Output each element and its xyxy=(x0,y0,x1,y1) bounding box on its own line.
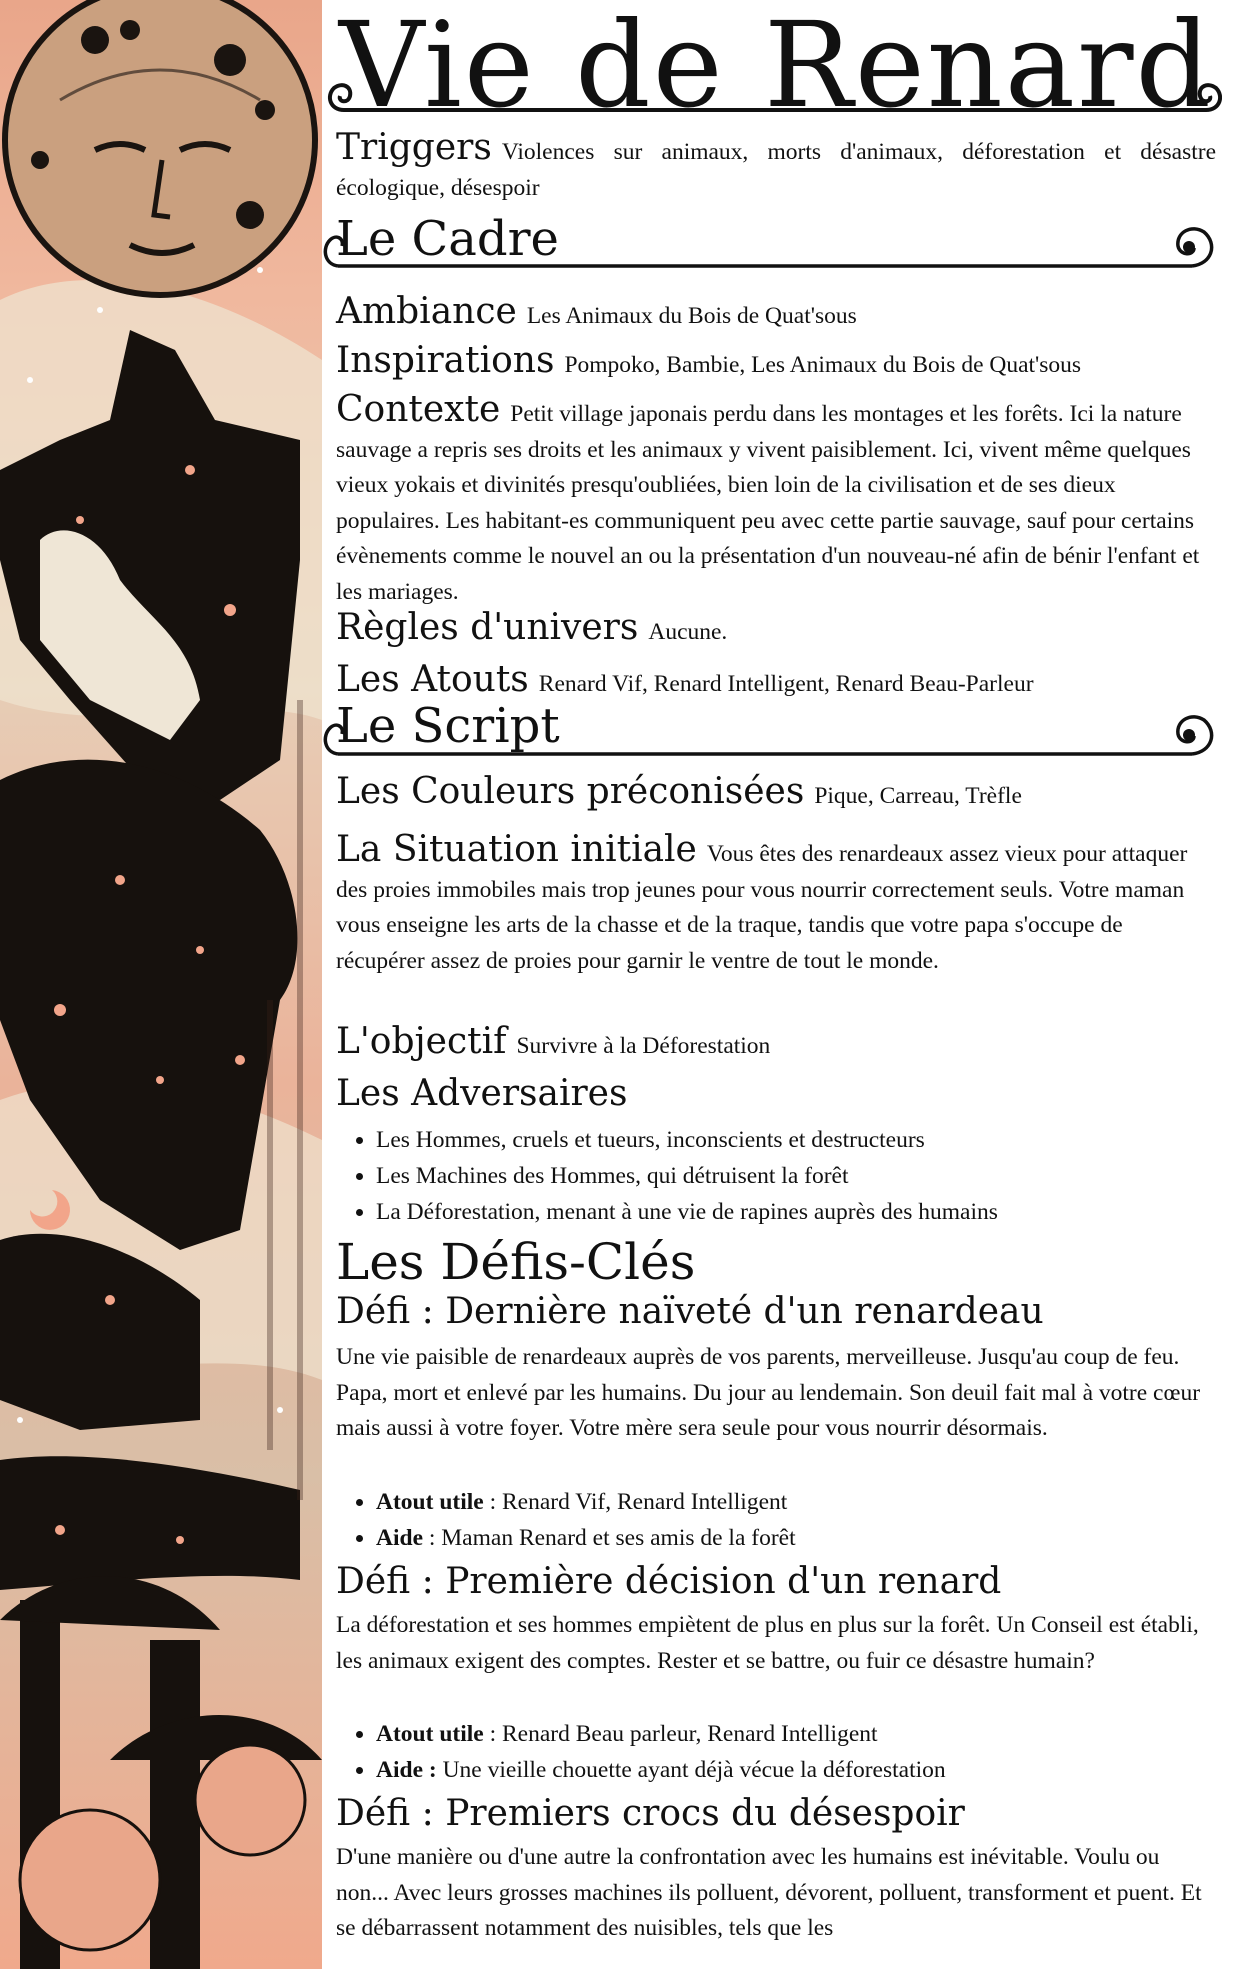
defi-1-list xyxy=(336,1484,1216,1556)
moon-face-icon xyxy=(5,0,315,295)
situation-label: La Situation initiale xyxy=(336,829,697,870)
defis-heading: Les Défis-Clés xyxy=(336,1233,696,1291)
defi-2-text: La déforestation et ses hommes empiètent de plus en plus sur la forêt. Un Conseil est établi, les animaux exigent des comptes. Rester et se battre, ou fuir ce désastre humain? xyxy=(336,1612,1199,1674)
contexte-label: Contexte xyxy=(336,389,501,430)
list-item xyxy=(376,1716,1216,1752)
aide-label: Aide xyxy=(376,1525,423,1551)
defi-2-title: Défi : Première décision d'un renard xyxy=(336,1561,1002,1602)
section-heading-script: Le Script xyxy=(336,698,560,754)
defi-3-title: Défi : Premiers crocs du désespoir xyxy=(336,1793,965,1834)
ambiance-label: Ambiance xyxy=(336,291,517,332)
aide-text: : Maman Renard et ses amis de la forêt xyxy=(423,1525,796,1551)
list-item xyxy=(376,1520,1216,1556)
defi-2-list xyxy=(336,1716,1216,1788)
atout-text: : Renard Vif, Renard Intelligent xyxy=(483,1489,788,1515)
aide-label: Aide : xyxy=(376,1757,437,1783)
contexte-text: Petit village japonais perdu dans les montages et les forêts. Ici la nature sauvage a repris ses droits et les animaux y vivent paisiblement. Ici, vivent même quelques vieux yokais et divinités presqu'oubliées, bien loin de la civilisation et de ses dieux populaires. Les habitant-es communiquent peu avec cette partie sauvage, sauf pour certains évènements comme le nouvel an ou la présentation d'un nouveau-né afin de bénir l'enfant et les mariages. xyxy=(336,401,1200,605)
couleurs-paragraph xyxy=(336,772,1216,815)
list-item: • La Déforestation, menant à une vie de rapines auprès des humains xyxy=(376,1194,1216,1230)
atout-label: Atout utile xyxy=(376,1489,484,1515)
aide-text: Une vieille chouette ayant déjà vécue la déforestation xyxy=(436,1757,946,1783)
atout-label: Atout utile xyxy=(376,1721,484,1747)
contexte-paragraph xyxy=(336,390,1216,610)
triggers-paragraph xyxy=(336,128,1216,206)
objectif-paragraph xyxy=(336,1022,1216,1065)
situation-paragraph xyxy=(336,830,1216,979)
list-item xyxy=(376,1752,1216,1788)
page-title: Vie de Renard xyxy=(338,0,1214,134)
regles-paragraph xyxy=(336,608,1216,651)
situation-text: Vous êtes des renardeaux assez vieux pour attaquer des proies immobiles mais trop jeunes pour vous nourrir correctement seuls. Votre maman vous enseigne les arts de la chasse et de la traque, tandis que votre papa s'occupe de récupérer assez de proies pour garnir le ventre de tout le monde. xyxy=(336,841,1188,974)
regles-label: Règles d'univers xyxy=(336,607,639,648)
atouts-label: Les Atouts xyxy=(336,659,529,700)
title-underline-ornament xyxy=(322,66,1222,130)
defi-1-title: Défi : Dernière naïveté d'un renardeau xyxy=(336,1291,1044,1332)
night-animals-illustration xyxy=(0,0,322,1969)
section-heading-cadre: Le Cadre xyxy=(336,211,559,267)
ambiance-text: Les Animaux du Bois de Quat'sous xyxy=(526,303,857,329)
couleurs-label: Les Couleurs préconisées xyxy=(336,771,805,812)
adversaires-list xyxy=(336,1122,1216,1230)
cadre-heading-ornament xyxy=(322,218,1222,278)
objectif-text: Survivre à la Déforestation xyxy=(516,1033,771,1059)
list-item: • Les Hommes, cruels et tueurs, inconscients et destructeurs xyxy=(376,1122,1216,1158)
inspirations-text: Pompoko, Bambie, Les Animaux du Bois de Quat'sous xyxy=(564,352,1082,378)
objectif-label: L'objectif xyxy=(336,1021,507,1062)
adversaires-heading: Les Adversaires xyxy=(336,1073,628,1114)
script-heading-ornament xyxy=(322,706,1222,766)
atouts-paragraph xyxy=(336,660,1216,703)
inspirations-label: Inspirations xyxy=(336,340,555,381)
atouts-text: Renard Vif, Renard Intelligent, Renard Beau-Parleur xyxy=(538,671,1034,697)
triggers-label: Triggers xyxy=(336,127,492,168)
couleurs-text: Pique, Carreau, Trèfle xyxy=(814,783,1022,809)
regles-text: Aucune. xyxy=(648,619,728,645)
side-illustration xyxy=(0,0,322,1969)
atout-text: : Renard Beau parleur, Renard Intelligent xyxy=(483,1721,878,1747)
list-item xyxy=(376,1484,1216,1520)
ambiance-paragraph xyxy=(336,292,1216,335)
inspirations-paragraph xyxy=(336,341,1216,384)
defi-3-text: D'une manière ou d'une autre la confrontation avec les humains est inévitable. Voulu ou non... Avec leurs grosses machines ils polluent, dévorent, polluent, transforment et puent. Et se débarrassent notamment des nuisibles, tels que les xyxy=(336,1844,1202,1941)
defi-1-text: Une vie paisible de renardeaux auprès de vos parents, merveilleuse. Jusqu'au coup de feu. Papa, mort et enlevé par les humains. Du jour au lendemain. Son deuil fait mal à votre cœur mais aussi à votre foyer. Votre mère sera seule pour vous nourrir désormais. xyxy=(336,1344,1201,1441)
list-item: • Les Machines des Hommes, qui détruisent la forêt xyxy=(376,1158,1216,1194)
triggers-text: Violences sur animaux, morts d'animaux, déforestation et désastre écologique, désespoir xyxy=(336,139,1216,201)
